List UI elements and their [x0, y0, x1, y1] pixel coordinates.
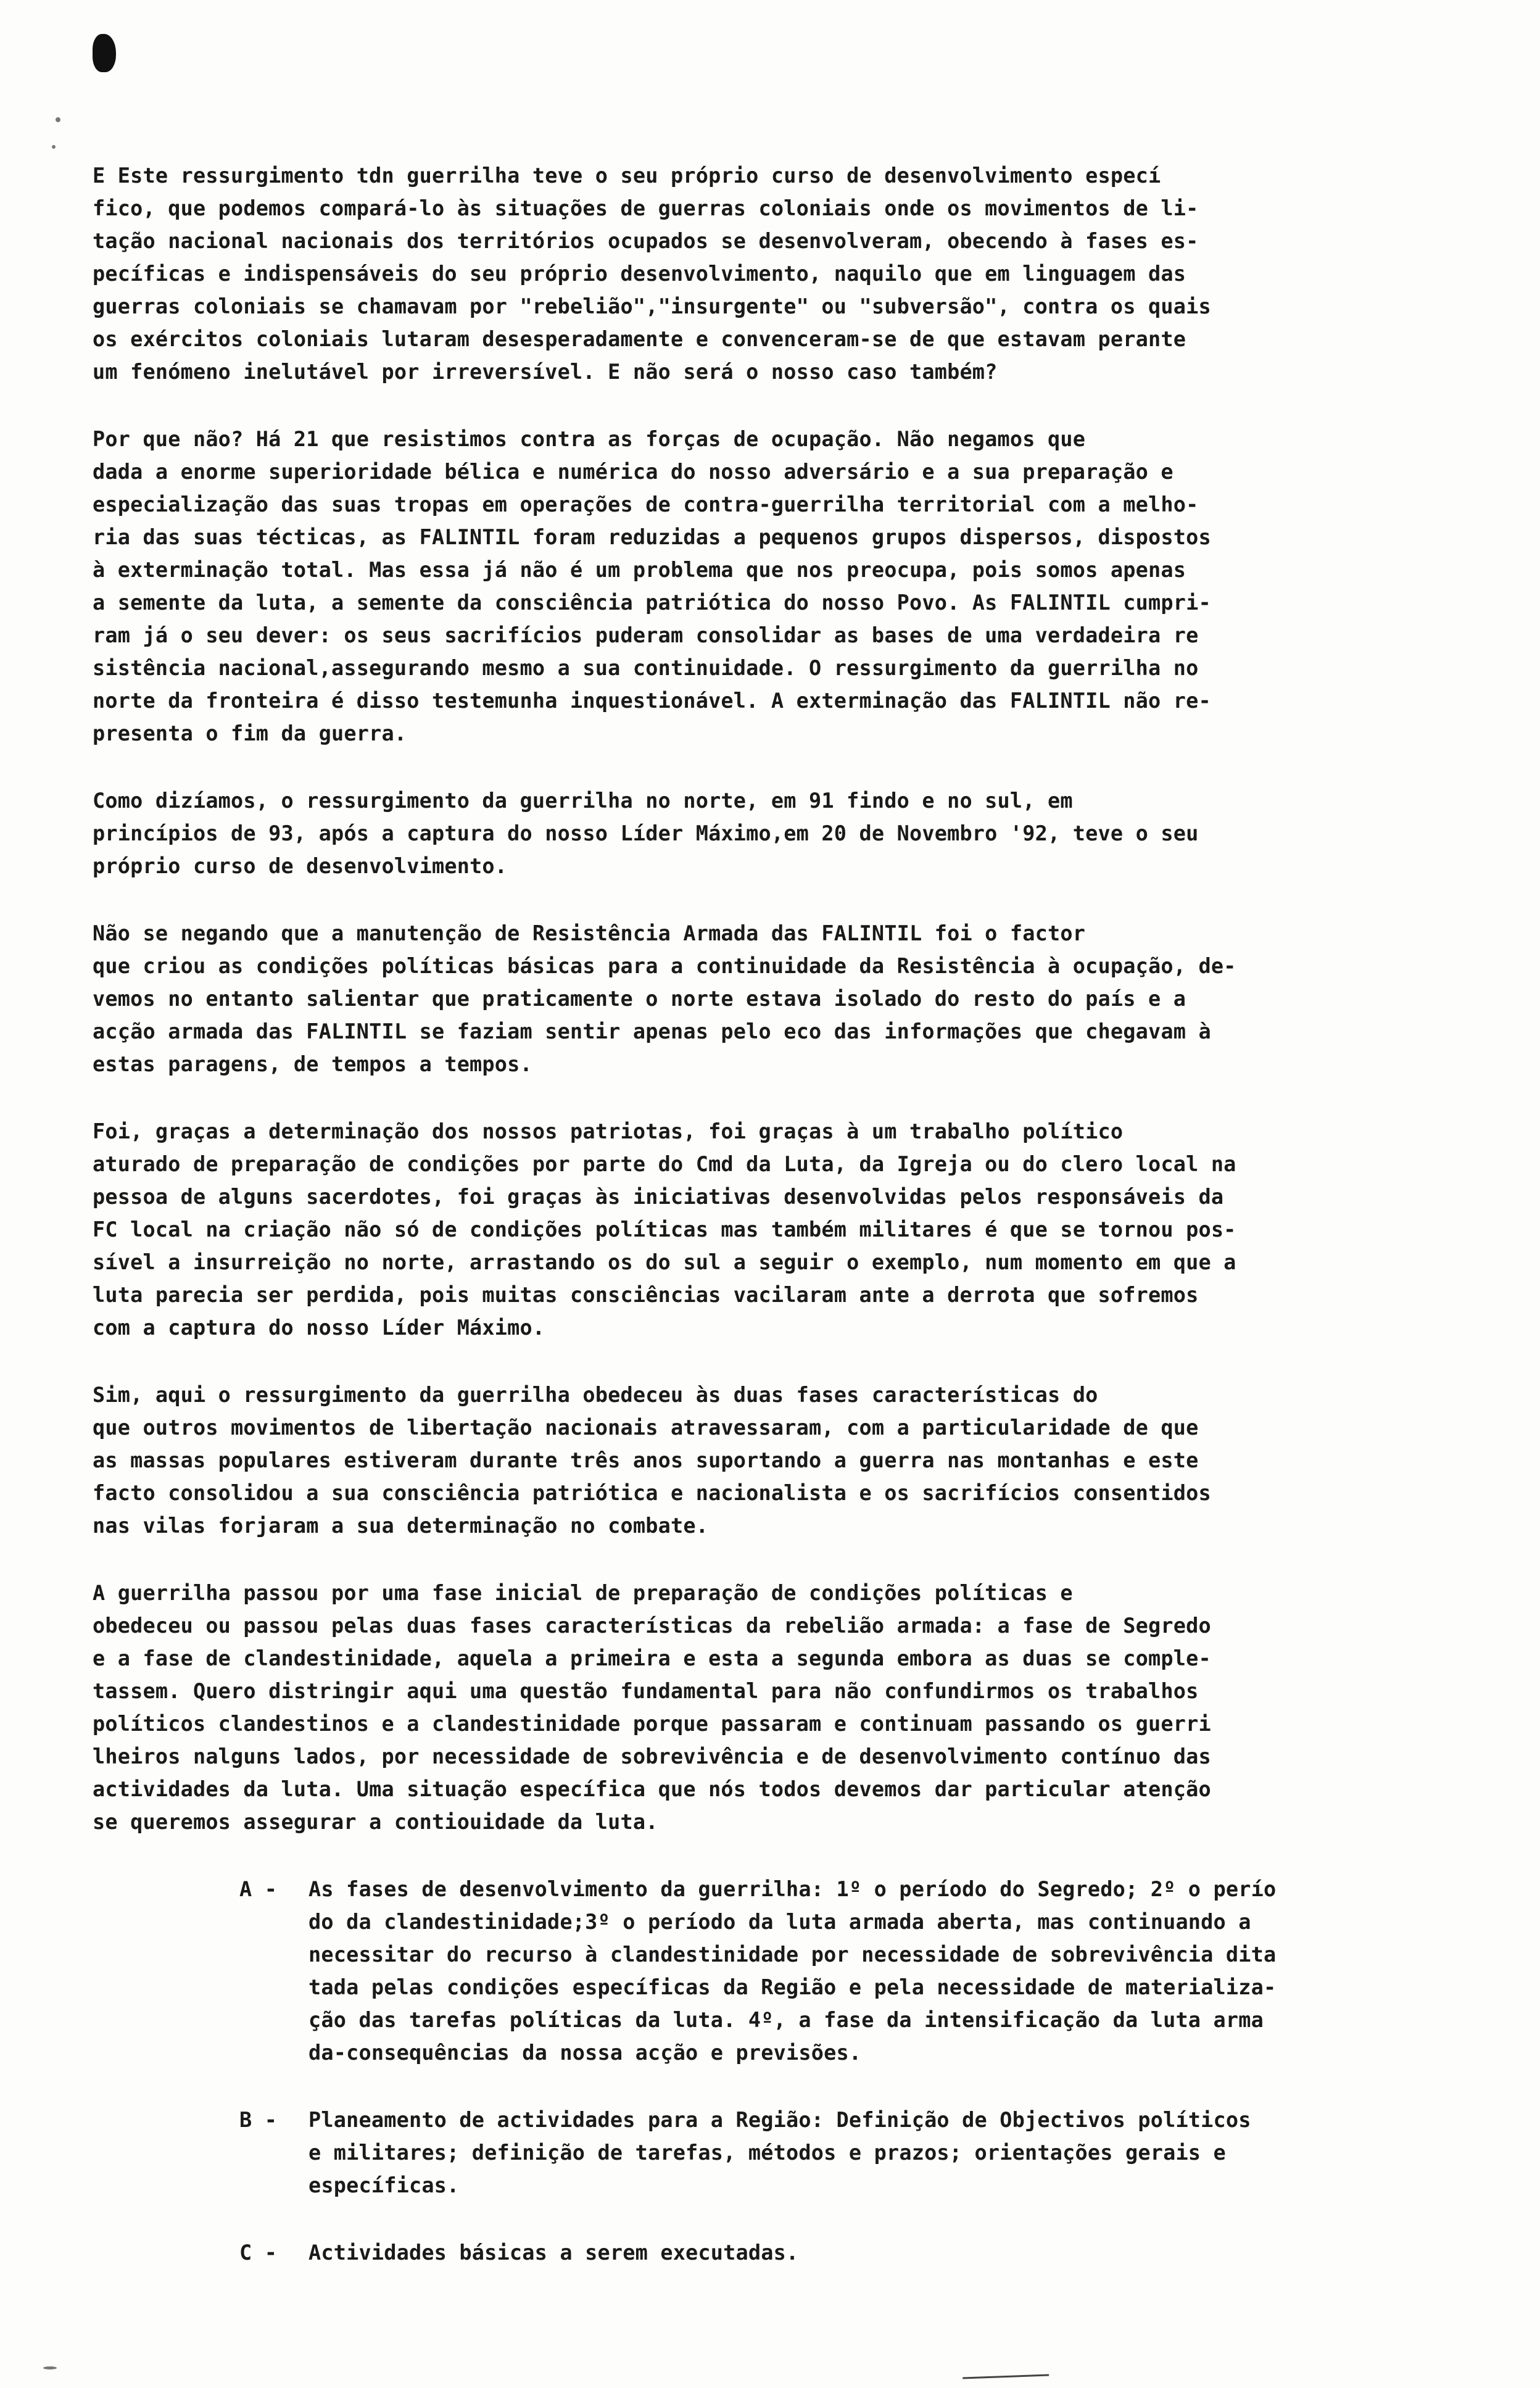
text-line: com a captura do nosso Líder Máximo.: [93, 1316, 545, 1340]
list-item-c: [239, 2236, 1540, 2269]
text-line: lheiros nalguns lados, por necessidade de sobrevivência e de desenvolvimento contínuo das: [93, 1744, 1211, 1768]
text-line: FC local na criação não só de condições políticas mas também militares é que se tornou pos-: [93, 1217, 1236, 1242]
text-line: As fases de desenvolvimento da guerrilha: 1º o período do Segredo; 2º o perío: [308, 1877, 1277, 1901]
text-line: vemos no entanto salientar que praticamente o norte estava isolado do resto do país e a: [93, 987, 1186, 1011]
list-item-text: [308, 2104, 1540, 2202]
lettered-list: [239, 1873, 1540, 2269]
text-line: Actividades básicas a serem executadas.: [308, 2241, 799, 2265]
text-line: da-consequências da nossa acção e previsões.: [308, 2041, 862, 2065]
text-line: políticos clandestinos e a clandestinidade porque passaram e continuam passando os guerri: [93, 1712, 1211, 1736]
scan-speck: [56, 117, 60, 122]
paragraph-4: [93, 917, 1460, 1080]
text-line: pessoa de alguns sacerdotes, foi graças às iniciativas desenvolvidas pelos responsáveis da: [93, 1185, 1224, 1209]
text-line: pecíficas e indispensáveis do seu próprio desenvolvimento, naquilo que em linguagem das: [93, 262, 1186, 286]
text-line: estas paragens, de tempos a tempos.: [93, 1052, 532, 1076]
text-line: um fenómeno inelutável por irreversível. E não será o nosso caso também?: [93, 360, 998, 384]
text-line: as massas populares estiveram durante três anos suportando a guerra nas montanhas e este: [93, 1448, 1199, 1472]
paragraph-6: [93, 1378, 1460, 1542]
list-item-label: A -: [239, 1877, 278, 1901]
list-item-b: [239, 2104, 1540, 2202]
text-line: aturado de preparação de condições por parte do Cmd da Luta, da Igreja ou do clero local na: [93, 1152, 1236, 1176]
paragraph-2: [93, 423, 1460, 750]
text-line: os exércitos coloniais lutaram desesperadamente e convenceram-se de que estavam perante: [93, 327, 1186, 351]
text-line: obedeceu ou passou pelas duas fases características da rebelião armada: a fase de Segredo: [93, 1614, 1211, 1638]
text-line: norte da fronteira é disso testemunha inquestionável. A exterminação das FALINTIL não re-: [93, 689, 1211, 713]
text-line: e a fase de clandestinidade, aquela a primeira e esta a segunda embora as duas se comple-: [93, 1646, 1211, 1670]
list-item-label: B -: [239, 2108, 278, 2132]
text-line: ção das tarefas políticas da luta. 4º, a fase da intensificação da luta arma: [308, 2008, 1264, 2032]
text-line: Planeamento de actividades para a Região: Definição de Objectivos políticos: [308, 2108, 1251, 2132]
paragraph-3: [93, 784, 1460, 882]
list-item-a: [239, 1873, 1540, 2069]
text-line: Como dizíamos, o ressurgimento da guerrilha no norte, em 91 findo e no sul, em: [93, 789, 1073, 813]
paragraph-5: [93, 1115, 1460, 1344]
text-line: E Este ressurgimento tdn guerrilha teve o seu próprio curso de desenvolvimento especí: [93, 164, 1161, 188]
text-line: ram já o seu dever: os seus sacrifícios puderam consolidar as bases de uma verdadeira re: [93, 623, 1199, 647]
text-line: acção armada das FALINTIL se faziam sentir apenas pelo eco das informações que chegavam à: [93, 1019, 1211, 1043]
text-line: Foi, graças a determinação dos nossos patriotas, foi graças à um trabalho político: [93, 1119, 1124, 1143]
text-line: que criou as condições políticas básicas para a continuidade da Resistência à ocupação, de-: [93, 954, 1236, 978]
scan-speck: [52, 145, 56, 149]
list-item-text: [308, 1873, 1540, 2069]
text-line: A guerrilha passou por uma fase inicial de preparação de condições políticas e: [93, 1581, 1073, 1605]
text-line: tada pelas condições específicas da Região e pela necessidade de materializa-: [308, 1975, 1277, 1999]
text-line: tação nacional nacionais dos territórios ocupados se desenvolveram, obecendo à fases es-: [93, 229, 1199, 253]
text-line: próprio curso de desenvolvimento.: [93, 854, 508, 878]
document-body: [93, 159, 1460, 2303]
scan-speck: [43, 2366, 57, 2369]
text-line: se queremos assegurar a contiouidade da luta.: [93, 1810, 658, 1834]
text-line: específicas.: [308, 2173, 460, 2197]
text-line: guerras coloniais se chamavam por "rebelião","insurgente" ou "subversão", contra os quais: [93, 294, 1211, 318]
text-line: Não se negando que a manutenção de Resistência Armada das FALINTIL foi o factor: [93, 921, 1086, 945]
text-line: e militares; definição de tarefas, métodos e prazos; orientações gerais e: [308, 2141, 1226, 2165]
text-line: do da clandestinidade;3º o período da luta armada aberta, mas continuando a: [308, 1910, 1251, 1934]
paragraph-7: [93, 1577, 1460, 1838]
text-line: que outros movimentos de libertação nacionais atravessaram, com a particularidade de que: [93, 1416, 1199, 1440]
list-item-label: C -: [239, 2241, 278, 2265]
list-item-text: [308, 2236, 1540, 2269]
text-line: fico, que podemos compará-lo às situações de guerras coloniais onde os movimentos de li-: [93, 196, 1199, 220]
text-line: princípios de 93, após a captura do nosso Líder Máximo,em 20 de Novembro '92, teve o seu: [93, 821, 1199, 845]
text-line: a semente da luta, a semente da consciência patriótica do nosso Povo. As FALINTIL cumpri-: [93, 591, 1211, 615]
text-line: actividades da luta. Uma situação específica que nós todos devemos dar particular atenção: [93, 1777, 1211, 1801]
text-line: especialização das suas tropas em operações de contra-guerrilha territorial com a melho-: [93, 492, 1199, 516]
text-line: tassem. Quero distringir aqui uma questão fundamental para não confundirmos os trabalhos: [93, 1679, 1199, 1703]
ink-blot-mark: [93, 34, 116, 72]
text-line: ria das suas técticas, as FALINTIL foram reduzidas a pequenos grupos dispersos, dispostos: [93, 525, 1211, 549]
paragraph-1: [93, 159, 1460, 388]
text-line: facto consolidou a sua consciência patriótica e nacionalista e os sacrifícios consentidos: [93, 1481, 1211, 1505]
text-line: Sim, aqui o ressurgimento da guerrilha obedeceu às duas fases características do: [93, 1383, 1098, 1407]
text-line: presenta o fim da guerra.: [93, 721, 407, 745]
text-line: Por que não? Há 21 que resistimos contra as forças de ocupação. Não negamos que: [93, 427, 1086, 451]
text-line: sistência nacional,assegurando mesmo a sua continuidade. O ressurgimento da guerrilha no: [93, 656, 1199, 680]
text-line: à exterminação total. Mas essa já não é um problema que nos preocupa, pois somos apenas: [93, 558, 1186, 582]
scan-scrawl-mark: [962, 2368, 1049, 2379]
text-line: luta parecia ser perdida, pois muitas consciências vacilaram ante a derrota que sofremos: [93, 1283, 1199, 1307]
text-line: necessitar do recurso à clandestinidade por necessidade de sobrevivência dita: [308, 1942, 1277, 1967]
text-line: nas vilas forjaram a sua determinação no combate.: [93, 1514, 709, 1538]
text-line: sível a insurreição no norte, arrastando os do sul a seguir o exemplo, num momento em que a: [93, 1250, 1236, 1274]
text-line: dada a enorme superioridade bélica e numérica do nosso adversário e a sua preparação e: [93, 460, 1174, 484]
